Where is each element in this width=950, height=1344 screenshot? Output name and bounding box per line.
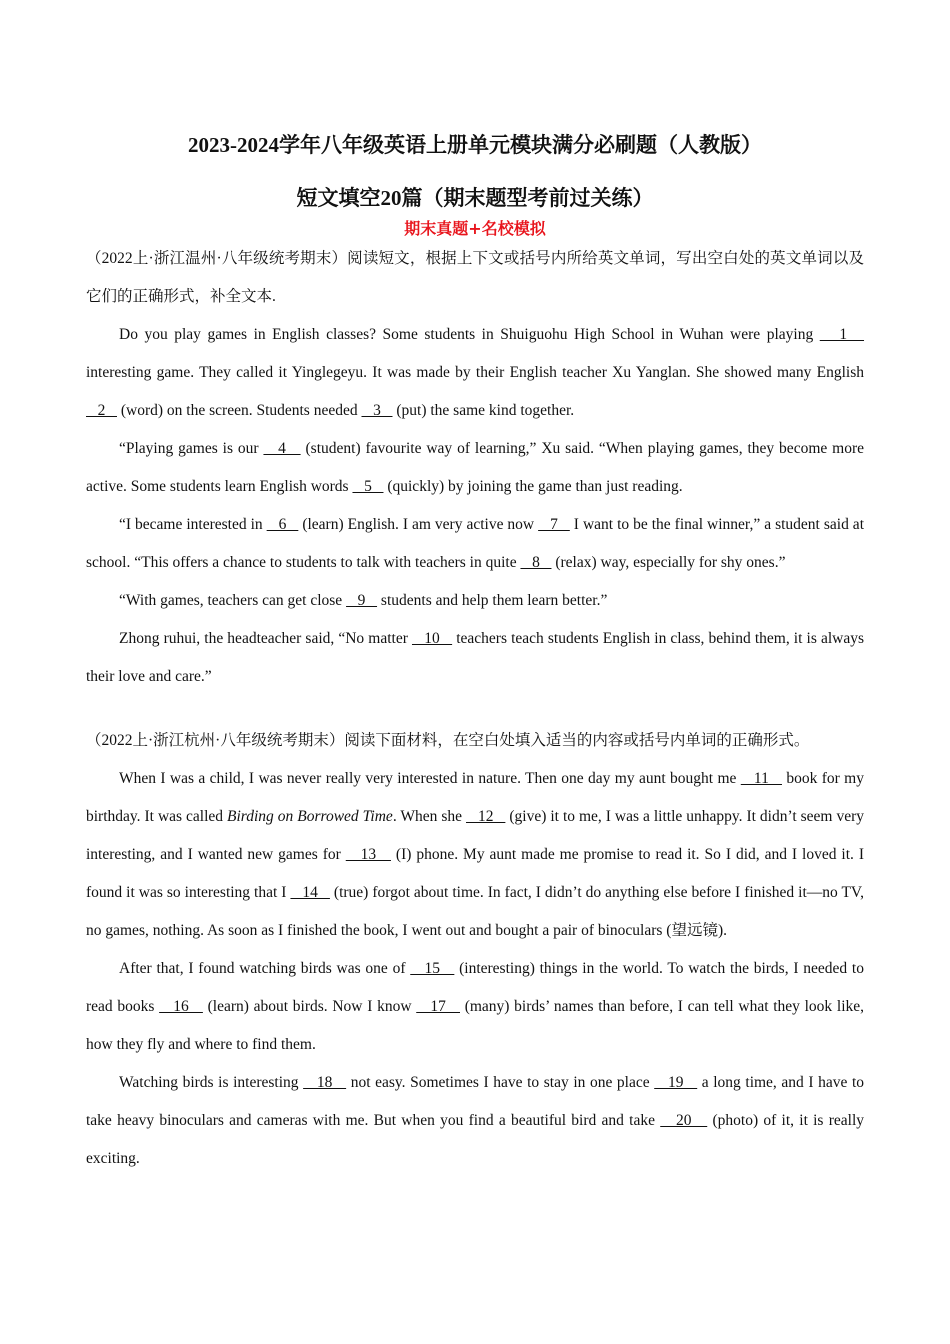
- section-1: [86, 240, 864, 696]
- answer-blank[interactable]: 19: [654, 1074, 698, 1091]
- paragraph: “Playing games is our 4 (student) favourite way of learning,” Xu said. “When playing games, they become more active. Some students learn English words 5 (quickly) by joining the game than just reading.: [86, 440, 865, 495]
- paragraph: “With games, teachers can get close 9 students and help them learn better.”: [119, 592, 608, 609]
- section-divider: [86, 696, 864, 722]
- paragraph: When I was a child, I was never really very interested in nature. Then one day my aunt bought me 11 book for my birthday. It was called Birding on Borrowed Time. When she 12 (give) it to me, I was a little unhappy. It didn’t seem very interesting, and I wanted new games for 13 (I) phone. My aunt made me promise to read it. So I did, and I loved it. I found it was so interesting that I 14 (true) forgot about time. In fact, I didn’t do anything else before I finished it—no TV, no games, nothing. As soon as I finished the book, I went out and bought a pair of binoculars (望远镜).: [86, 770, 865, 939]
- answer-blank[interactable]: 12: [466, 808, 506, 825]
- answer-blank[interactable]: 16: [159, 998, 203, 1015]
- section-1-instruction: （2022上·浙江温州·八年级统考期末）阅读短文，根据上下文或括号内所给英文单词，写出空白处的英文单词以及它们的正确形式，补全文本.: [86, 250, 864, 305]
- answer-blank[interactable]: 17: [416, 998, 460, 1015]
- page-subtitle: 短文填空20篇（期末题型考前过关练）: [296, 186, 654, 210]
- book-title: Birding on Borrowed Time: [227, 808, 393, 825]
- paragraph: Watching birds is interesting 18 not easy. Sometimes I have to stay in one place 19 a long time, and I have to take heavy binoculars and cameras with me. But when you find a beautiful bird and take 20 (photo) of it, it is really exciting.: [86, 1074, 864, 1167]
- answer-blank[interactable]: 1: [819, 326, 865, 343]
- paragraph: Do you play games in English classes? Some students in Shuiguohu High School in Wuhan were playing 1 interesting game. They called it Yinglegeyu. It was made by their English teacher Xu Yanglan. She showed many English 2 (word) on the screen. Students needed 3 (put) the same kind together.: [86, 326, 865, 419]
- paragraph: Zhong ruhui, the headteacher said, “No matter 10 teachers teach students English in class, behind them, it is always their love and care.”: [86, 630, 864, 685]
- answer-blank[interactable]: 2: [86, 402, 117, 419]
- answer-blank[interactable]: 10: [411, 630, 453, 647]
- answer-blank[interactable]: 3: [361, 402, 393, 419]
- section-2-instruction: （2022上·浙江杭州·八年级统考期末）阅读下面材料，在空白处填入适当的内容或括号内单词的正确形式。: [86, 732, 810, 749]
- answer-blank[interactable]: 18: [303, 1074, 347, 1091]
- answer-blank[interactable]: 15: [410, 960, 455, 977]
- answer-blank[interactable]: 4: [263, 440, 301, 457]
- document-page: [86, 120, 864, 1178]
- answer-blank[interactable]: 8: [520, 554, 552, 571]
- page-title: 2023-2024学年八年级英语上册单元模块满分必刷题（人教版）: [188, 133, 762, 157]
- answer-blank[interactable]: 20: [660, 1112, 708, 1129]
- section-2: [86, 722, 864, 1178]
- answer-blank[interactable]: 11: [740, 770, 782, 787]
- section-tag: 期末真题+名校模拟: [404, 219, 546, 238]
- answer-blank[interactable]: 9: [346, 592, 378, 609]
- paragraph: “I became interested in 6 (learn) English. I am very active now 7 I want to be the final winner,” a student said at school. “This offers a chance to students to talk with teachers in quite 8 (relax) way, especially for shy ones.”: [86, 516, 864, 571]
- answer-blank[interactable]: 6: [266, 516, 299, 533]
- answer-blank[interactable]: 7: [538, 516, 570, 533]
- paragraph: After that, I found watching birds was one of 15 (interesting) things in the world. To watch the birds, I needed to read books 16 (learn) about birds. Now I know 17 (many) birds’ names than before, I can tell what they look like, how they fly and where to find them.: [86, 960, 864, 1053]
- answer-blank[interactable]: 13: [345, 846, 391, 863]
- answer-blank[interactable]: 5: [352, 478, 384, 495]
- answer-blank[interactable]: 14: [290, 884, 330, 901]
